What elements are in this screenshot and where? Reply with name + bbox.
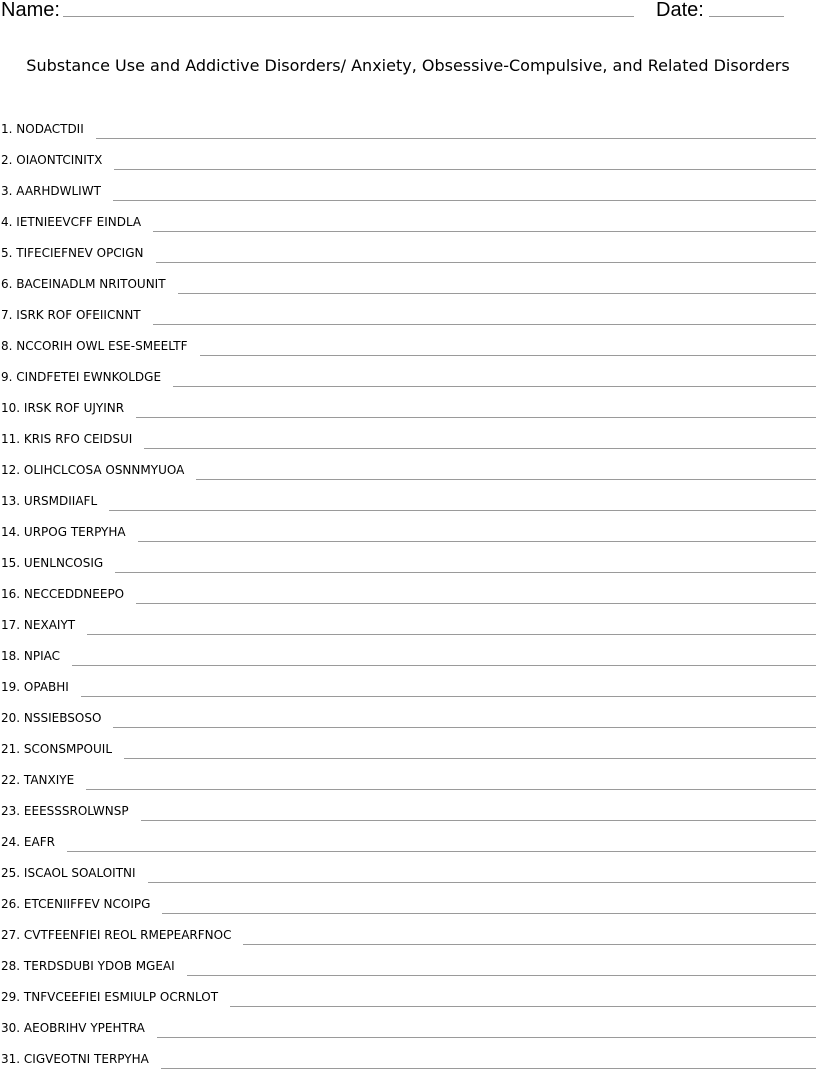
item-number: 9. — [1, 370, 12, 384]
item-scramble: TIFECIEFNEV OPCIGN — [16, 246, 143, 260]
item-scramble: NPIAC — [24, 649, 60, 663]
answer-line[interactable] — [243, 944, 816, 945]
answer-line[interactable] — [230, 1006, 816, 1007]
scrambled-word — [0, 494, 109, 508]
item-number: 23. — [1, 804, 20, 818]
answer-line[interactable] — [173, 386, 816, 387]
item-scramble: IRSK ROF UJYINR — [24, 401, 124, 415]
list-item — [0, 578, 816, 609]
scrambled-word — [0, 1052, 161, 1066]
answer-line[interactable] — [162, 913, 816, 914]
scrambled-word — [0, 897, 162, 911]
item-number: 7. — [1, 308, 12, 322]
item-number: 31. — [1, 1052, 20, 1066]
scrambled-word — [0, 215, 153, 229]
list-item — [0, 330, 816, 361]
list-item — [0, 392, 816, 423]
answer-line[interactable] — [115, 572, 816, 573]
answer-line[interactable] — [153, 231, 816, 232]
item-scramble: SCONSMPOUIL — [24, 742, 112, 756]
item-scramble: NSSIEBSOSO — [24, 711, 101, 725]
scrambled-word — [0, 804, 141, 818]
scrambled-word — [0, 680, 81, 694]
list-item — [0, 1012, 816, 1043]
answer-line[interactable] — [178, 293, 816, 294]
item-scramble: CVTFEENFIEI REOL RMEPEARFNOC — [24, 928, 232, 942]
item-number: 30. — [1, 1021, 20, 1035]
item-scramble: TERDSDUBI YDOB MGEAI — [24, 959, 175, 973]
scrambled-word — [0, 866, 148, 880]
answer-line[interactable] — [144, 448, 816, 449]
item-scramble: NEXAIYT — [24, 618, 75, 632]
answer-line[interactable] — [148, 882, 816, 883]
scrambled-word — [0, 773, 86, 787]
item-number: 3. — [1, 184, 12, 198]
item-scramble: KRIS RFO CEIDSUI — [24, 432, 132, 446]
scrambled-word — [0, 990, 230, 1004]
list-item — [0, 857, 816, 888]
item-scramble: CIGVEOTNI TERPYHA — [24, 1052, 149, 1066]
scrambled-word — [0, 122, 96, 136]
item-scramble: NECCEDDNEEPO — [24, 587, 124, 601]
item-scramble: TANXIYE — [24, 773, 74, 787]
item-number: 13. — [1, 494, 20, 508]
answer-line[interactable] — [157, 1037, 816, 1038]
list-item — [0, 640, 816, 671]
item-scramble: ISRK ROF OFEIICNNT — [16, 308, 140, 322]
list-item — [0, 950, 816, 981]
item-number: 8. — [1, 339, 12, 353]
item-scramble: TNFVCEEFIEI ESMIULP OCRNLOT — [24, 990, 218, 1004]
item-number: 22. — [1, 773, 20, 787]
item-scramble: BACEINADLM NRITOUNIT — [16, 277, 165, 291]
word-scramble-list — [0, 113, 816, 1074]
answer-line[interactable] — [114, 169, 816, 170]
worksheet-header — [0, 0, 816, 26]
item-number: 4. — [1, 215, 12, 229]
item-scramble: UENLNCOSIG — [24, 556, 103, 570]
item-number: 28. — [1, 959, 20, 973]
answer-line[interactable] — [136, 417, 816, 418]
list-item — [0, 888, 816, 919]
answer-line[interactable] — [113, 200, 816, 201]
list-item — [0, 299, 816, 330]
list-item — [0, 919, 816, 950]
scrambled-word — [0, 556, 115, 570]
list-item — [0, 764, 816, 795]
item-scramble: OIAONTCINITX — [16, 153, 102, 167]
item-scramble: AARHDWLIWT — [16, 184, 101, 198]
list-item — [0, 547, 816, 578]
date-label: Date: — [656, 0, 704, 21]
item-number: 18. — [1, 649, 20, 663]
item-number: 19. — [1, 680, 20, 694]
list-item — [0, 702, 816, 733]
item-number: 6. — [1, 277, 12, 291]
answer-line[interactable] — [96, 138, 816, 139]
answer-line[interactable] — [87, 634, 816, 635]
name-label: Name: — [1, 0, 60, 21]
scrambled-word — [0, 432, 144, 446]
item-number: 17. — [1, 618, 20, 632]
item-number: 2. — [1, 153, 12, 167]
scrambled-word — [0, 959, 187, 973]
item-scramble: EEESSSROLWNSP — [24, 804, 129, 818]
list-item — [0, 454, 816, 485]
name-answer-line[interactable] — [63, 16, 634, 17]
item-number: 15. — [1, 556, 20, 570]
answer-line[interactable] — [200, 355, 816, 356]
item-scramble: OLIHCLCOSA OSNNMYUOA — [24, 463, 184, 477]
scrambled-word — [0, 649, 72, 663]
item-number: 29. — [1, 990, 20, 1004]
list-item — [0, 113, 816, 144]
answer-line[interactable] — [86, 789, 816, 790]
date-answer-line[interactable] — [709, 16, 784, 17]
item-number: 5. — [1, 246, 12, 260]
scrambled-word — [0, 742, 124, 756]
answer-line[interactable] — [196, 479, 816, 480]
answer-line[interactable] — [136, 603, 816, 604]
list-item — [0, 981, 816, 1012]
item-number: 1. — [1, 122, 12, 136]
list-item — [0, 1043, 816, 1074]
item-scramble: AEOBRIHV YPEHTRA — [24, 1021, 145, 1035]
scrambled-word — [0, 370, 173, 384]
item-number: 20. — [1, 711, 20, 725]
item-scramble: IETNIEEVCFF EINDLA — [16, 215, 141, 229]
item-scramble: URSMDIIAFL — [24, 494, 97, 508]
item-number: 26. — [1, 897, 20, 911]
worksheet-title: Substance Use and Addictive Disorders/ Anxiety, Obsessive-Compulsive, and Related Disorders — [0, 56, 816, 76]
list-item — [0, 516, 816, 547]
answer-line[interactable] — [161, 1068, 816, 1069]
scrambled-word — [0, 184, 113, 198]
scrambled-word — [0, 463, 196, 477]
list-item — [0, 733, 816, 764]
item-number: 21. — [1, 742, 20, 756]
item-number: 10. — [1, 401, 20, 415]
scrambled-word — [0, 525, 138, 539]
scrambled-word — [0, 401, 136, 415]
answer-line[interactable] — [81, 696, 816, 697]
item-number: 11. — [1, 432, 20, 446]
answer-line[interactable] — [124, 758, 816, 759]
list-item — [0, 795, 816, 826]
answer-line[interactable] — [72, 665, 816, 666]
item-scramble: CINDFETEI EWNKOLDGE — [16, 370, 161, 384]
item-number: 12. — [1, 463, 20, 477]
item-scramble: NODACTDII — [16, 122, 83, 136]
list-item — [0, 268, 816, 299]
item-scramble: NCCORIH OWL ESE-SMEELTF — [16, 339, 187, 353]
answer-line[interactable] — [141, 820, 816, 821]
answer-line[interactable] — [153, 324, 816, 325]
list-item — [0, 609, 816, 640]
scrambled-word — [0, 153, 114, 167]
item-number: 27. — [1, 928, 20, 942]
answer-line[interactable] — [67, 851, 816, 852]
answer-line[interactable] — [138, 541, 816, 542]
list-item — [0, 671, 816, 702]
item-scramble: OPABHI — [24, 680, 69, 694]
answer-line[interactable] — [109, 510, 816, 511]
list-item — [0, 826, 816, 857]
answer-line[interactable] — [187, 975, 816, 976]
scrambled-word — [0, 1021, 157, 1035]
item-number: 25. — [1, 866, 20, 880]
scrambled-word — [0, 928, 243, 942]
scrambled-word — [0, 339, 200, 353]
list-item — [0, 237, 816, 268]
list-item — [0, 144, 816, 175]
item-number: 14. — [1, 525, 20, 539]
scrambled-word — [0, 835, 67, 849]
scrambled-word — [0, 711, 113, 725]
item-number: 16. — [1, 587, 20, 601]
scrambled-word — [0, 618, 87, 632]
list-item — [0, 361, 816, 392]
scrambled-word — [0, 277, 178, 291]
item-scramble: URPOG TERPYHA — [24, 525, 126, 539]
answer-line[interactable] — [156, 262, 816, 263]
list-item — [0, 206, 816, 237]
list-item — [0, 175, 816, 206]
item-number: 24. — [1, 835, 20, 849]
item-scramble: ETCENIIFFEV NCOIPG — [24, 897, 151, 911]
answer-line[interactable] — [113, 727, 816, 728]
list-item — [0, 485, 816, 516]
list-item — [0, 423, 816, 454]
item-scramble: ISCAOL SOALOITNI — [24, 866, 136, 880]
scrambled-word — [0, 587, 136, 601]
scrambled-word — [0, 246, 156, 260]
scrambled-word — [0, 308, 153, 322]
item-scramble: EAFR — [24, 835, 55, 849]
